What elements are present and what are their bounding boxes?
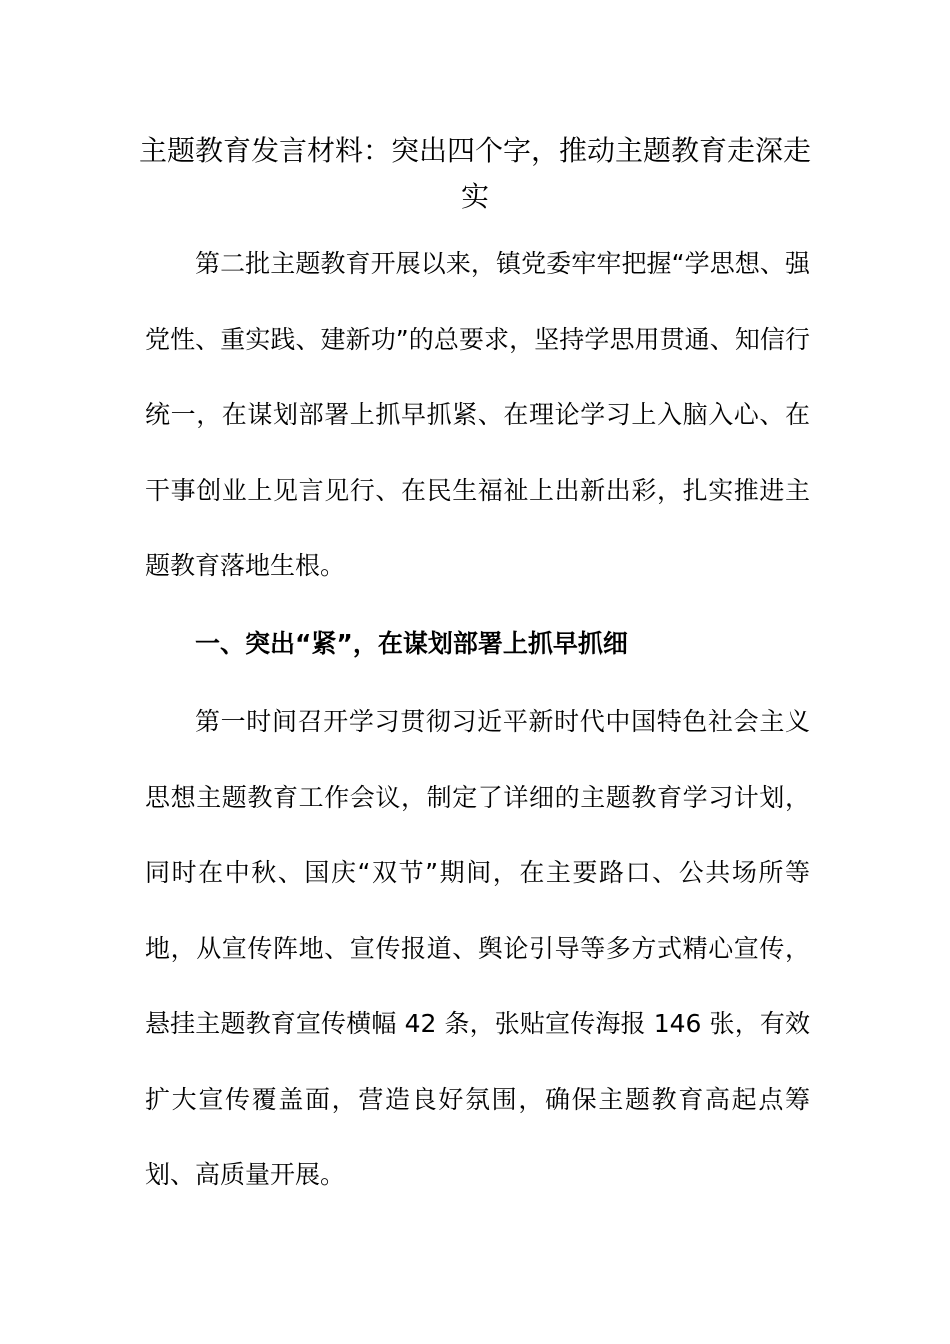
body-paragraph-intro: 第二批主题教育开展以来，镇党委牢牢把握“学思想、强党性、重实践、建新功”的总要求，坚持学思用贯通、知信行统一，在谋划部署上抓早抓紧、在理论学习上入脑入心、在干事创业上见言见行、在民生福祉上出新出彩，扎实推进主题教育落地生根。 bbox=[145, 249, 810, 580]
document-title: 主题教育发言材料：突出四个字，推动主题教育走深走实 bbox=[138, 134, 811, 213]
section-heading-1: 一、突出“紧”，在谋划部署上抓早抓细 bbox=[195, 629, 628, 658]
body-paragraph-section-1: 第一时间召开学习贯彻习近平新时代中国特色社会主义思想主题教育工作会议，制定了详细的主题教育学习计划，同时在中秋、国庆“双节”期间，在主要路口、公共场所等地，从宣传阵地、宣传报道、舆论引导等多方式精心宣传，悬挂主题教育宣传横幅 42 条，张贴宣传海报 146 张，有效扩大宣传覆盖面，营造良好氛围，确保主题教育高起点筹划、高质量开展。 bbox=[145, 707, 810, 1189]
